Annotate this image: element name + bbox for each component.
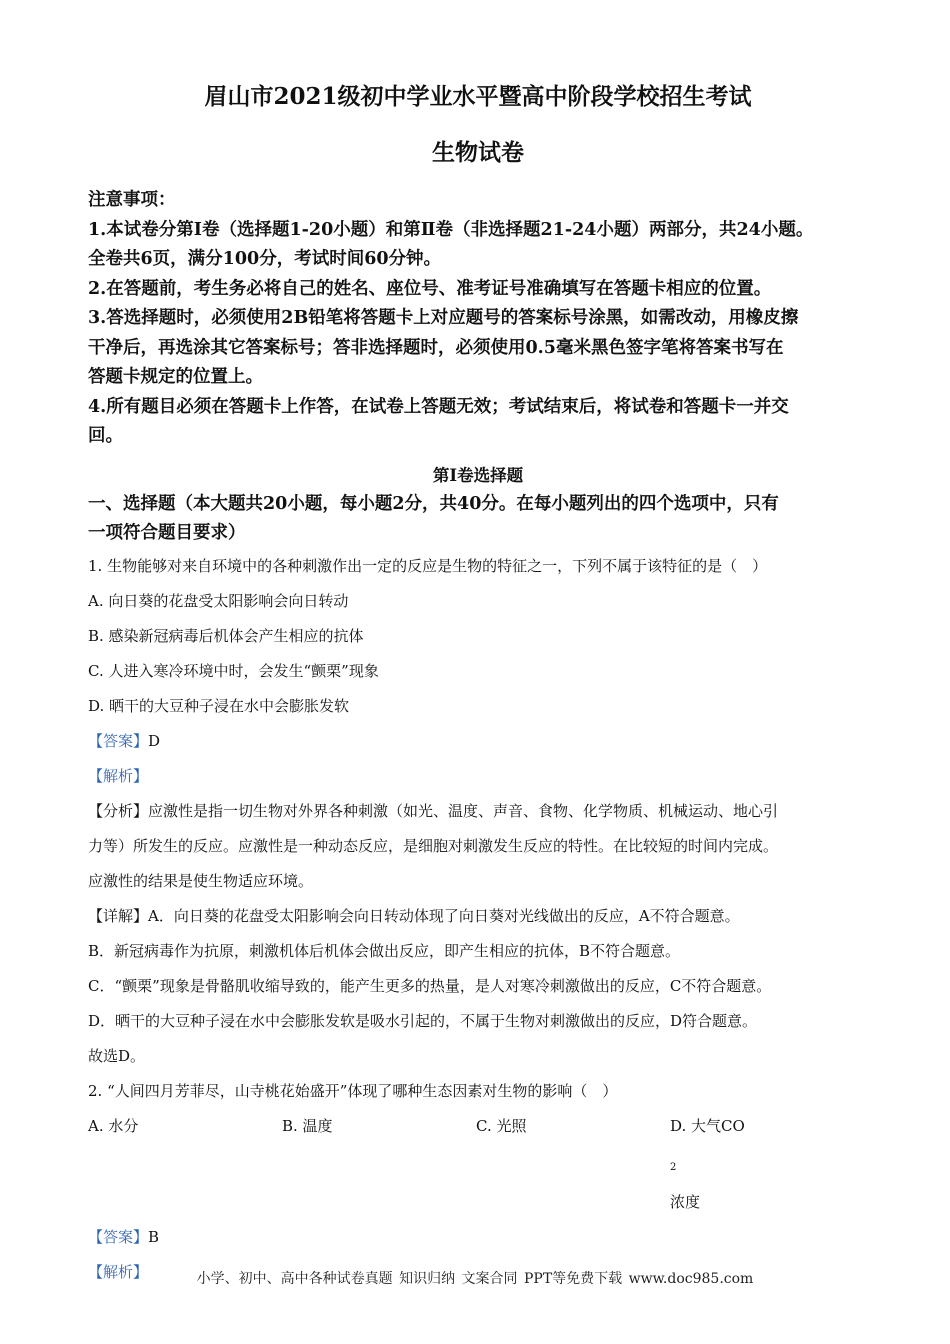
option-b: B. 温度 — [282, 1116, 333, 1135]
xiangjie-line — [88, 899, 868, 934]
exam-title: 眉山市2021级初中学业水平暨高中阶段学校招生考试 — [204, 83, 752, 110]
question-stem: 2. “人间四月芳菲尽，山寺桃花始盛开”体现了哪种生态因素对生物的影响（ ） — [88, 1081, 618, 1100]
xiangjie-tag: 【详解】 — [88, 906, 149, 925]
option-c: C. 光照 — [476, 1116, 527, 1135]
exam-subtitle: 生物试卷 — [432, 139, 524, 166]
option-d: D. 晒干的大豆种子浸在水中会膨胀发软 — [88, 696, 350, 715]
options-row — [88, 1109, 868, 1220]
option-d — [670, 1109, 864, 1220]
fenxi-text: 应激性的结果是使生物适应环境。 — [88, 871, 314, 890]
part-title-line: 一项符合题目要求） — [88, 523, 246, 543]
option-b: B. 感染新冠病毒后机体会产生相应的抗体 — [88, 626, 364, 645]
notice-line: 1.本试卷分第Ⅰ卷（选择题1-20小题）和第Ⅱ卷（非选择题21-24小题）两部分，共24小题。 — [88, 219, 814, 240]
analysis-tag: 【解析】 — [88, 1262, 149, 1281]
notice-line: 2.在答题前，考生务必将自己的姓名、座位号、准考证号准确填写在答题卡相应的位置。 — [88, 278, 772, 299]
option-d-prefix: D. 大气CO — [670, 1116, 745, 1135]
answer-line — [88, 1220, 868, 1255]
fenxi-text: 应激性是指一切生物对外界各种刺激（如光、温度、声音、食物、化学物质、机械运动、地心引 — [148, 801, 779, 820]
xiangjie-text: A．向日葵的花盘受太阳影响会向日转动体现了向日葵对光线做出的反应，A不符合题意。 — [148, 906, 740, 925]
option-c: C. 人进入寒冷环境中时，会发生“颤栗”现象 — [88, 661, 379, 680]
xiangjie-text: 故选D。 — [88, 1046, 146, 1065]
answer-line — [88, 724, 868, 759]
option-d-suffix: 浓度 — [670, 1192, 701, 1211]
analysis-line — [88, 759, 868, 794]
question-2 — [88, 1074, 868, 1290]
xiangjie-text: B．新冠病毒作为抗原，刺激机体后机体会做出反应，即产生相应的抗体，B不符合题意。 — [88, 941, 681, 960]
answer-value: B — [148, 1227, 160, 1246]
xiangjie-text: D．晒干的大豆种子浸在水中会膨胀发软是吸水引起的，不属于生物对刺激做出的反应，D符合题意。 — [88, 1011, 758, 1030]
notice-line: 答题卡规定的位置上。 — [88, 367, 263, 387]
xiangjie-text: C．“颤栗”现象是骨骼肌收缩导致的，能产生更多的热量，是人对寒冷刺激做出的反应，C不符合题意。 — [88, 976, 772, 995]
notice-line: 3.答选择题时，必须使用2B铅笔将答题卡上对应题号的答案标号涂黑，如需改动，用橡皮擦 — [88, 308, 799, 328]
option-a: A. 水分 — [88, 1116, 139, 1135]
section-title: 第Ⅰ卷选择题 — [432, 465, 524, 485]
fenxi-text: 力等）所发生的反应。应激性是一种动态反应，是细胞对刺激发生反应的特性。在比较短的时间内完成。 — [88, 836, 779, 855]
notice-line: 全卷共6页，满分100分，考试时间60分钟。 — [88, 249, 442, 269]
notice-line: 回。 — [88, 426, 123, 446]
option-a: A. 向日葵的花盘受太阳影响会向日转动 — [88, 591, 349, 610]
question-1 — [88, 549, 868, 1074]
answer-tag: 【答案】 — [88, 1227, 149, 1246]
fenxi-line — [88, 794, 868, 829]
exam-page — [88, 80, 868, 1290]
answer-value: D — [148, 731, 161, 750]
notice-block — [88, 186, 868, 452]
answer-tag: 【答案】 — [88, 731, 149, 750]
notice-line: 4.所有题目必须在答题卡上作答，在试卷上答题无效；考试结束后，将试卷和答题卡一并交 — [88, 396, 789, 417]
notice-line: 干净后，再选涂其它答案标号；答非选择题时，必须使用0.5毫米黑色签字笔将答案书写在 — [88, 337, 784, 358]
page-footer: 小学、初中、高中各种试卷真题 知识归纳 文案合同 PPT等免费下载 www.doc985.com — [196, 1271, 754, 1287]
fenxi-tag: 【分析】 — [88, 801, 149, 820]
option-d-subscript: 2 — [670, 1161, 677, 1173]
question-stem: 1. 生物能够对来自环境中的各种刺激作出一定的反应是生物的特征之一，下列不属于该特征的是（ ） — [88, 556, 768, 575]
notice-heading: 注意事项： — [88, 190, 176, 210]
analysis-tag: 【解析】 — [88, 766, 149, 785]
part-title-line: 一、选择题（本大题共20小题，每小题2分，共40分。在每小题列出的四个选项中，只有 — [88, 493, 779, 514]
